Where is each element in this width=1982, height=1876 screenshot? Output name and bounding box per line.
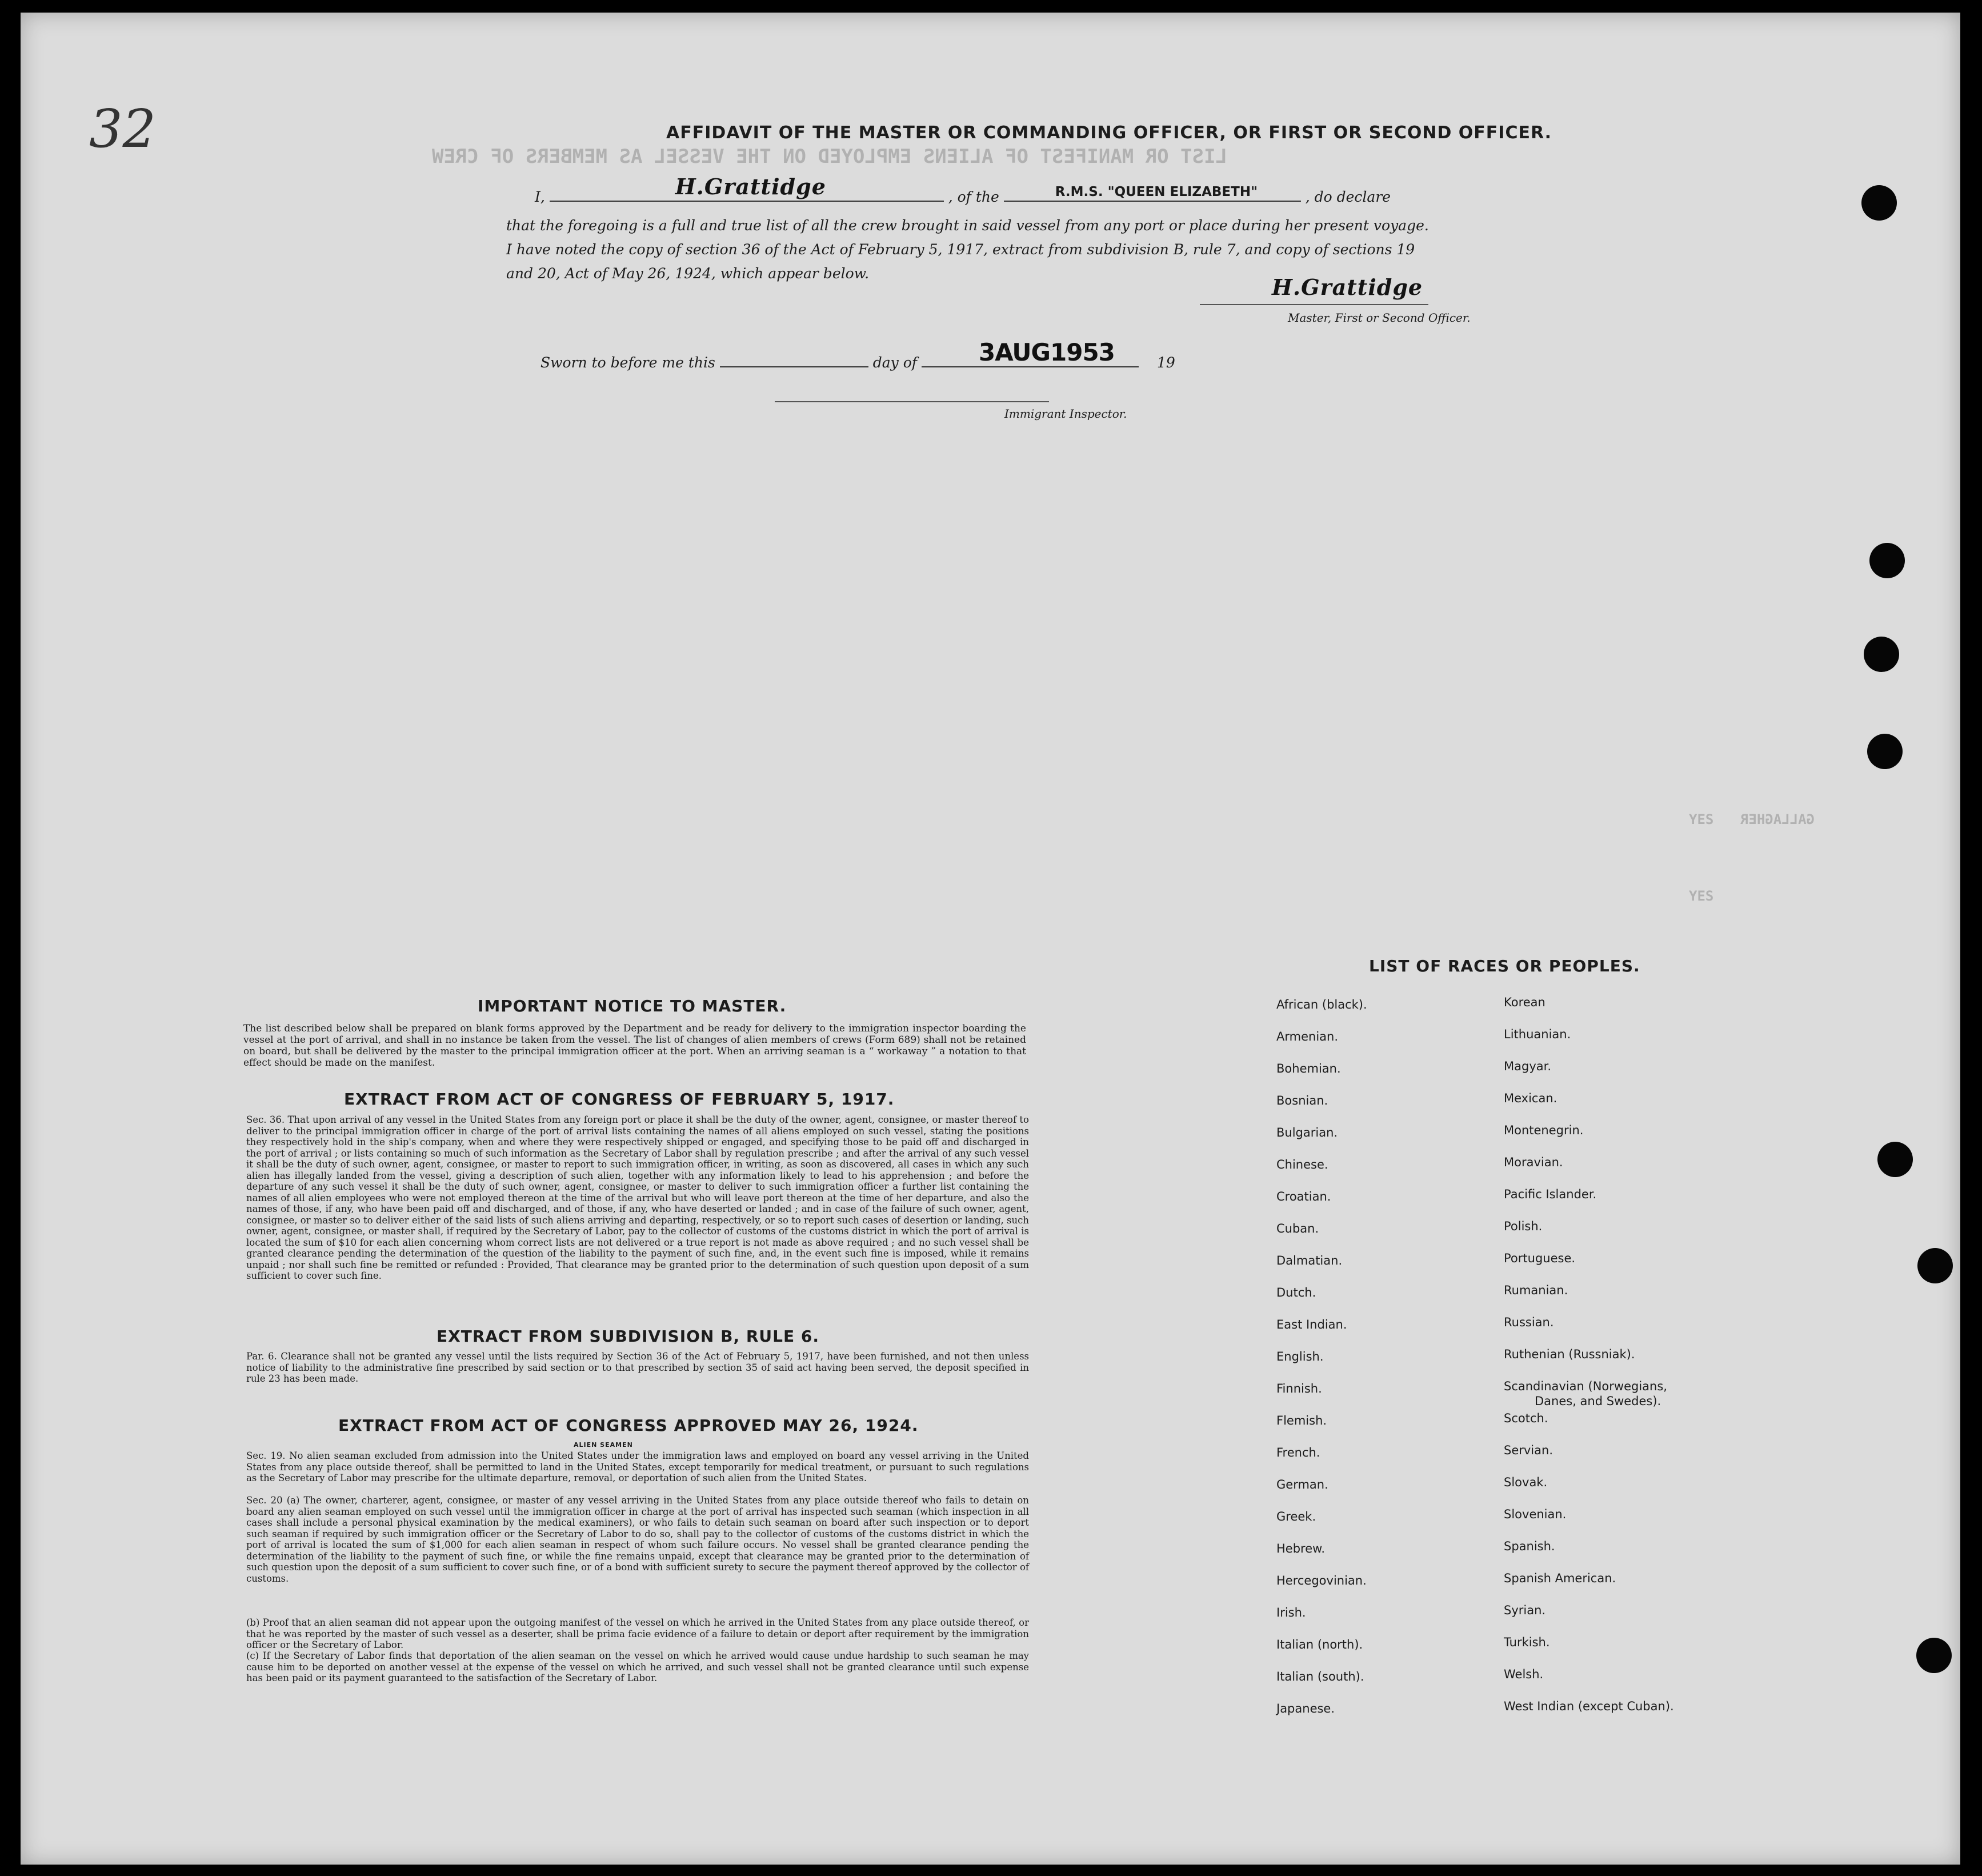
punch-hole <box>1916 1638 1952 1673</box>
extract-1917-body: Sec. 36. That upon arrival of any vessel in the United States from any foreign port or place it shall be the duty of the owner, agent, consignee, or master thereof to deliver to the principal immigration officer in charge of the port of arrival lists containing the names of all aliens employed on such vessel, stating the positions they respectively hold in the ship's company, when and where they were respectively shipped or engaged, and specifying those to be paid off and discharged in the port of arrival ; or lists containing so much of such information as the Secretary of Labor shall by regulation prescribe ; and after the arrival of any such vessel it shall be the duty of such owner, agent, consignee, or master to report to such immigration officer, in writing, as soon as discovered, all cases in which any such alien has illegally landed from the vessel, giving a description of such alien, together with any information likely to lead to his apprehension ; and before the departure of any such vessel it shall be the duty of such owner, agent, consignee, or master to deliver to such immigration officer a further list containing the names of all alien employees who were not employed thereon at the time of the arrival but who will leave port thereon at the time of her departure, and also the names of those, if any, who have been paid off and discharged, and of those, if any, who have deserted or landed ; and in case of the failure of such owner, agent, consignee, or master so to deliver either of the said lists of such aliens arriving and departing, respectively, or so to report such cases of desertion or landing, such owner, agent, consignee, or master shall, if required by the Secretary of Labor, pay to the collector of customs of the customs district in which the port of arrival is located the sum of $10 for each alien concerning whom correct lists are not delivered or a true report is not made as above required ; and no such vessel shall be granted clearance pending the determination of the question of the liability to the payment of such fine, and, in the event such fine is imposed, while it remains unpaid ; nor shall such fine be remitted or refunded : Provided, That clearance may be granted prior to the determination of such question upon deposit of a sum sufficient to cover such fine. <box>246 1114 1029 1281</box>
affidavit-line-3: I have noted the copy of section 36 of the Act of February 5, 1917, extract from subdivision B, rule 7, and copy of sections 19 <box>506 241 1415 258</box>
race-right: Moravian. <box>1504 1155 1563 1169</box>
extract-rule6-body: Par. 6. Clearance shall not be granted any vessel until the lists required by Section 36 of the Act of February 5, 1917, have been furnished, and not then unless notice of liability to the administrative fine prescribed by said section or to that prescribed by section 35 of said act having been served, the deposit specified in rule 23 has been made. <box>246 1351 1029 1384</box>
race-right: Magyar. <box>1504 1059 1551 1073</box>
extract-1917-title: EXTRACT FROM ACT OF CONGRESS OF FEBRUARY 5, 1917. <box>344 1090 895 1109</box>
race-left: Hercegovinian. <box>1276 1574 1367 1587</box>
race-right: West Indian (except Cuban). <box>1504 1699 1674 1713</box>
race-right: Turkish. <box>1504 1635 1550 1649</box>
sworn-date-field <box>922 338 1139 367</box>
race-left: Finnish. <box>1276 1382 1322 1395</box>
race-left: Bulgarian. <box>1276 1126 1338 1139</box>
master-signature-line <box>1200 304 1428 305</box>
race-right: Mexican. <box>1504 1091 1557 1105</box>
sworn-day-field <box>720 351 868 367</box>
extract-rule6-title: EXTRACT FROM SUBDIVISION B, RULE 6. <box>437 1327 819 1346</box>
alien-seamen-subhead: ALIEN SEAMEN <box>574 1441 633 1449</box>
punch-hole <box>1877 1142 1913 1177</box>
signer-signature: H.Grattidge <box>675 174 826 199</box>
sec-20c-body: (c) If the Secretary of Labor finds that deportation of the alien seaman on the vessel on which he arrived would cause undue hardship to such seaman he may cause him to be deported on another vessel at the expense of the vessel on which he arrived, and such vessel shall not be granted clearance until such expense has been paid or its payment guaranteed to the satisfaction of the Secretary of Labor. <box>246 1650 1029 1683</box>
races-title: LIST OF RACES OR PEOPLES. <box>1369 957 1640 975</box>
document-sheet <box>21 13 1960 1865</box>
bleed-through-name: GALLAGHER <box>1740 811 1815 827</box>
bleed-through-yes-2: YES <box>1689 888 1714 904</box>
punch-hole <box>1869 543 1905 578</box>
race-left: Bohemian. <box>1276 1062 1341 1075</box>
label-of-the: , of the <box>948 189 999 205</box>
signer-field <box>550 174 944 202</box>
race-right: Lithuanian. <box>1504 1027 1571 1041</box>
ship-name-stamp: R.M.S. "QUEEN ELIZABETH" <box>1055 185 1258 199</box>
race-left: French. <box>1276 1446 1320 1459</box>
race-right: Polish. <box>1504 1219 1543 1233</box>
sworn-line <box>540 338 1175 371</box>
race-left: Chinese. <box>1276 1158 1328 1171</box>
race-right: Servian. <box>1504 1443 1553 1457</box>
race-left: Croatian. <box>1276 1190 1331 1203</box>
race-right: Russian. <box>1504 1315 1554 1329</box>
inspector-signature-line <box>775 401 1049 402</box>
inspector-caption: Immigrant Inspector. <box>1004 407 1127 421</box>
race-right: Montenegrin. <box>1504 1123 1584 1137</box>
punch-hole <box>1864 637 1899 672</box>
affidavit-line-4: and 20, Act of May 26, 1924, which appear below. <box>506 265 870 282</box>
bleed-through-header: LIST OR MANIFEST OF ALIENS EMPLOYED ON THE VESSEL AS MEMBERS OF CREW <box>432 145 1227 168</box>
race-left: Armenian. <box>1276 1030 1339 1043</box>
race-right: Scotch. <box>1504 1411 1548 1425</box>
notice-title: IMPORTANT NOTICE TO MASTER. <box>478 997 787 1015</box>
extract-1924-title: EXTRACT FROM ACT OF CONGRESS APPROVED MAY 26, 1924. <box>338 1416 919 1435</box>
race-left: Japanese. <box>1276 1702 1335 1715</box>
race-left: English. <box>1276 1350 1324 1363</box>
bleed-through-yes: YES <box>1689 811 1714 827</box>
race-right-continued: Danes, and Swedes). <box>1535 1394 1661 1408</box>
label-sworn: Sworn to before me this <box>540 354 715 371</box>
race-left: African (black). <box>1276 998 1367 1011</box>
master-caption: Master, First or Second Officer. <box>1288 311 1471 325</box>
race-left: Dutch. <box>1276 1286 1316 1299</box>
race-right: Ruthenian (Russniak). <box>1504 1347 1635 1361</box>
sec-20a-body: Sec. 20 (a) The owner, charterer, agent, consignee, or master of any vessel arriving in the United States from any place outside thereof who fails to detain on board any alien seaman employed on such vessel until the immigration officer in charge at the port of arrival has inspected such seaman (which inspection in all cases shall include a personal physical examination by the medical examiners), or who fails to detain such seaman on board after such inspection or to deport such seaman if required by such immigration officer or the Secretary of Labor to do so, shall pay to the collector of customs of the customs district in which the port of arrival is located the sum of $1,000 for each alien seaman in respect of whom such failure occurs. No vessel shall be granted clearance pending the determination of the liability to the payment of such fine, or while the fine remains unpaid, except that clearance may be granted prior to the determination of such question upon the deposit of a sum sufficient to cover such fine, or of a bond with sufficient surety to secure the payment thereof approved by the collector of customs. <box>246 1495 1029 1584</box>
race-left: Italian (south). <box>1276 1670 1364 1683</box>
race-left: German. <box>1276 1478 1328 1491</box>
race-right: Slovenian. <box>1504 1507 1567 1521</box>
page-number: 32 <box>89 98 157 159</box>
race-right: Welsh. <box>1504 1667 1544 1681</box>
label-day-of: day of <box>872 354 918 371</box>
race-left: East Indian. <box>1276 1318 1347 1331</box>
affidavit-line-1 <box>535 174 1391 205</box>
notice-body: The list described below shall be prepared on blank forms approved by the Department and be ready for delivery to the immigration inspector boarding the vessel at the port of arrival, and shall in no instance be taken from the vessel. The list of changes of alien members of crews (Form 689) shall not be retained on board, but shall be delivered by the master to the principal immigration officer at the port. When an arriving seaman is a “ workaway ” a notation to that effect should be made on the manifest. <box>243 1023 1026 1069</box>
sec-20b-body: (b) Proof that an alien seaman did not appear upon the outgoing manifest of the vessel on which he arrived in the United States from any place outside thereof, or that he was reported by the master of such vessel as a deserter, shall be prima facie evidence of a failure to detain or deport after requirement by the immigration officer or the Secretary of Labor. <box>246 1617 1029 1650</box>
race-left: Greek. <box>1276 1510 1316 1523</box>
race-right: Portuguese. <box>1504 1251 1576 1265</box>
ship-field <box>1004 183 1301 202</box>
race-right: Korean <box>1504 995 1545 1009</box>
label-year: 19 <box>1156 354 1175 371</box>
race-right: Pacific Islander. <box>1504 1187 1597 1201</box>
race-right: Slovak. <box>1504 1475 1548 1489</box>
sec-19-body: Sec. 19. No alien seaman excluded from admission into the United States under the immigration laws and employed on board any vessel arriving in the United States from any place outside thereof, shall be permitted to land in the United States, except temporarily for medical treatment, or pursuant to such regulations as the Secretary of Labor may prescribe for the ultimate departure, removal, or deportation of such alien from the United States. <box>246 1450 1029 1483</box>
race-left: Flemish. <box>1276 1414 1327 1427</box>
race-right: Spanish. <box>1504 1539 1555 1553</box>
race-left: Dalmatian. <box>1276 1254 1343 1267</box>
race-right: Syrian. <box>1504 1603 1546 1617</box>
race-left: Bosnian. <box>1276 1094 1328 1107</box>
punch-hole <box>1917 1248 1953 1283</box>
affidavit-line-2: that the foregoing is a full and true list of all the crew brought in said vessel from any port or place during her present voyage. <box>506 217 1429 234</box>
label-do-declare: , do declare <box>1305 189 1391 205</box>
race-left: Cuban. <box>1276 1222 1319 1235</box>
race-left: Irish. <box>1276 1606 1306 1619</box>
race-right: Spanish American. <box>1504 1571 1616 1585</box>
affidavit-title: AFFIDAVIT OF THE MASTER OR COMMANDING OFFICER, OR FIRST OR SECOND OFFICER. <box>666 123 1552 143</box>
label-i: I, <box>535 189 545 205</box>
race-right: Scandinavian (Norwegians, <box>1504 1379 1667 1393</box>
master-signature: H.Grattidge <box>1272 274 1423 300</box>
race-left: Italian (north). <box>1276 1638 1363 1651</box>
race-left: Hebrew. <box>1276 1542 1326 1555</box>
punch-hole <box>1861 185 1897 221</box>
date-stamp: 3AUG1953 <box>979 338 1115 366</box>
punch-hole <box>1867 734 1903 769</box>
race-right: Rumanian. <box>1504 1283 1568 1297</box>
